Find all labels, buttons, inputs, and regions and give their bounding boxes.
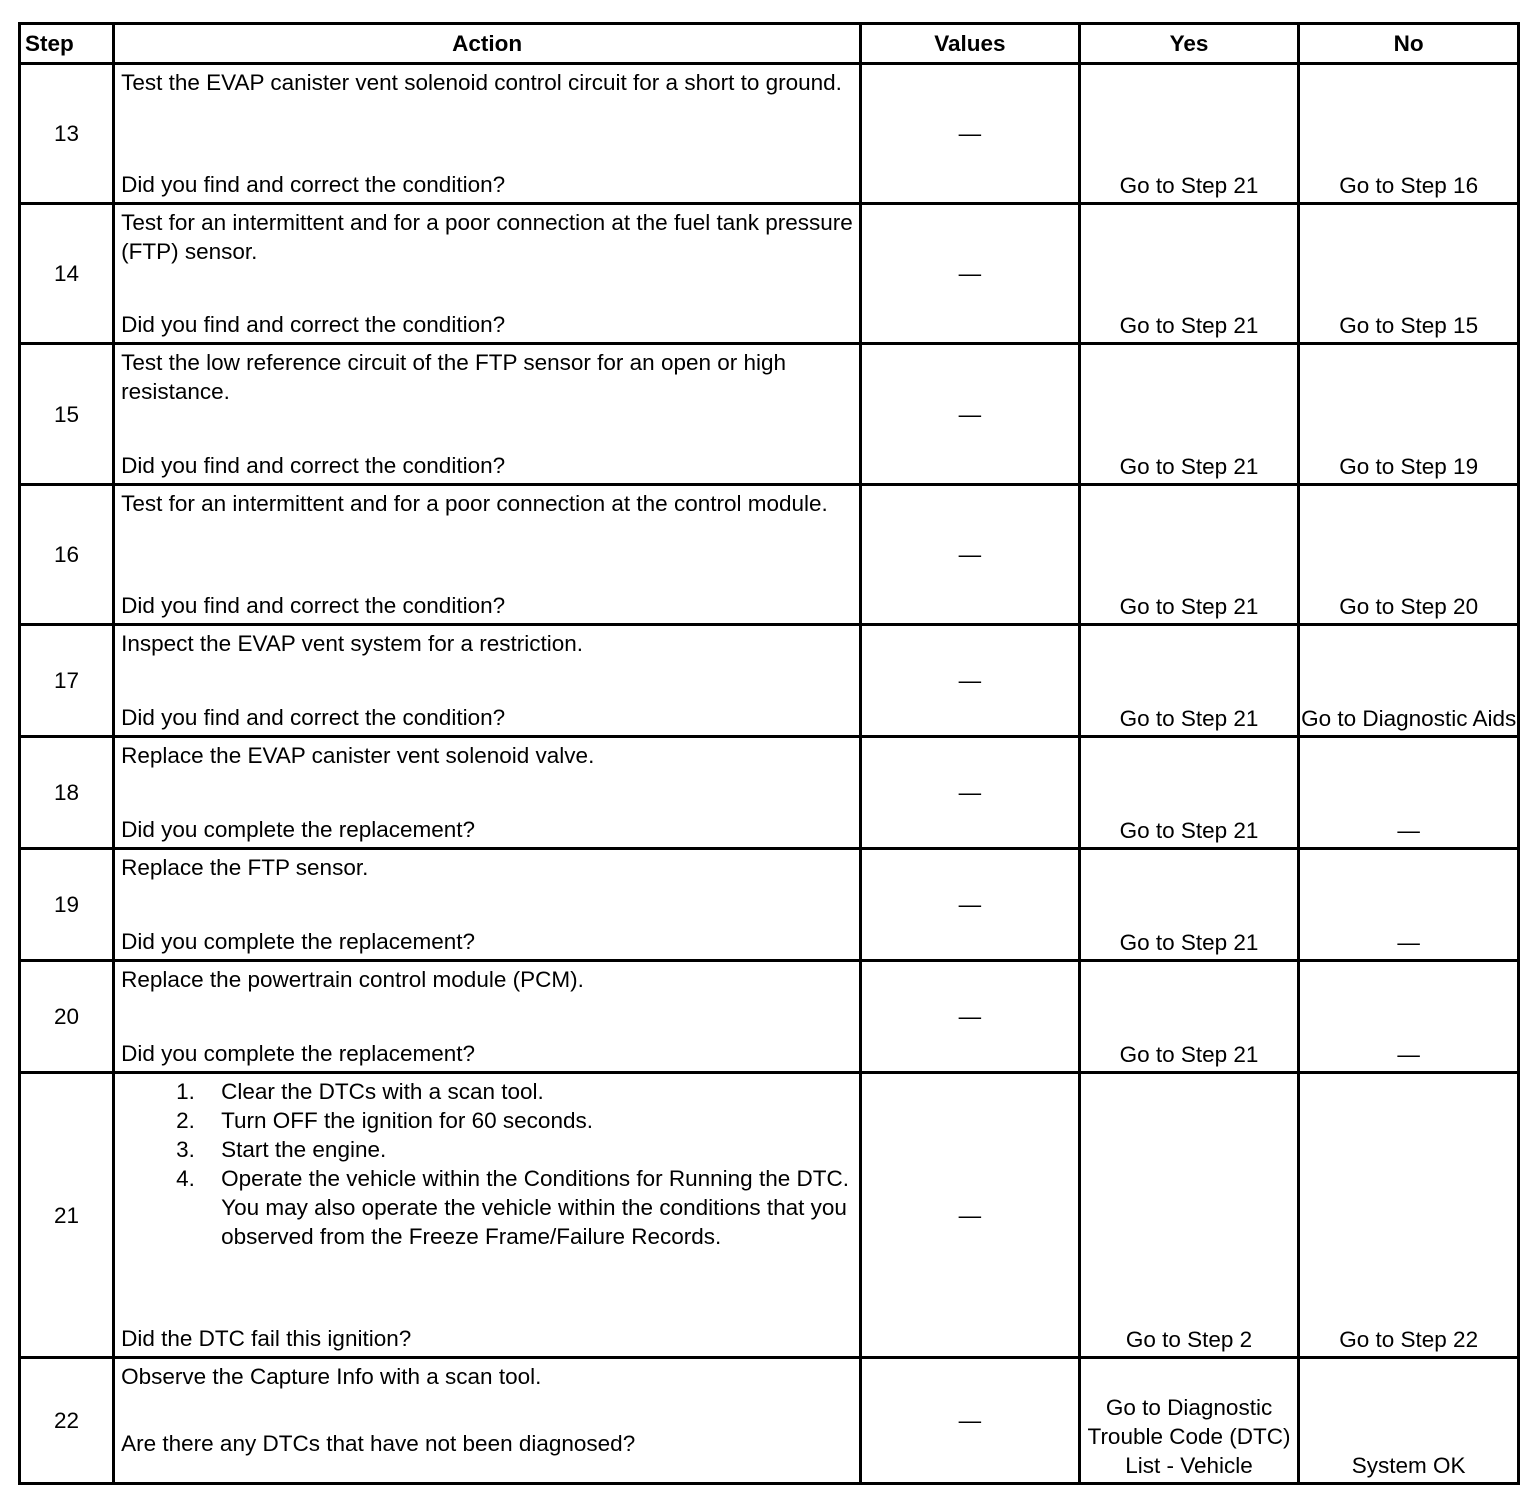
table-row (20, 625, 1519, 737)
list-item-number: 1. (176, 1079, 195, 1104)
action-question: Did the DTC fail this ignition? (121, 1326, 412, 1351)
table-row (20, 485, 1519, 625)
no-cell: — (1299, 961, 1519, 1073)
yes-cell: Go to Step 21 (1079, 204, 1299, 344)
action-question: Did you find and correct the condition? (121, 172, 506, 197)
action-cell (114, 737, 861, 849)
action-cell (114, 64, 861, 204)
step-number: 17 (20, 625, 114, 737)
values-cell: — (861, 737, 1080, 849)
yes-cell: Go to Step 21 (1079, 485, 1299, 625)
list-item-text: Operate the vehicle within the Conditions for Running the DTC. You may also operate the vehicle within the conditions that you observed from the Freeze Frame/Failure Records. (221, 1166, 849, 1249)
action-question: Did you find and correct the condition? (121, 593, 506, 618)
action-text: Test for an intermittent and for a poor connection at the control module. (121, 491, 828, 516)
action-question: Did you complete the replacement? (121, 1041, 476, 1066)
table-header (20, 24, 1519, 64)
action-question: Did you find and correct the condition? (121, 312, 506, 337)
table-row (20, 344, 1519, 485)
no-cell: Go to Step 22 (1299, 1073, 1519, 1358)
header-values: Values (861, 24, 1080, 64)
header-no: No (1299, 24, 1519, 64)
list-item-number: 4. (176, 1166, 195, 1191)
step-number: 20 (20, 961, 114, 1073)
no-cell: System OK (1299, 1358, 1519, 1484)
yes-cell: Go to Diagnostic Trouble Code (DTC) List - Vehicle (1079, 1358, 1299, 1484)
step-number: 19 (20, 849, 114, 961)
table-row (20, 961, 1519, 1073)
list-item (176, 1164, 853, 1251)
step-number: 16 (20, 485, 114, 625)
diagnostic-table (18, 22, 1520, 1485)
step-number: 13 (20, 64, 114, 204)
action-steps-list (176, 1077, 853, 1251)
action-cell (114, 961, 861, 1073)
action-text: Replace the FTP sensor. (121, 855, 369, 880)
table-row (20, 64, 1519, 204)
no-cell: Go to Diagnostic Aids (1299, 625, 1519, 737)
no-cell: Go to Step 15 (1299, 204, 1519, 344)
action-cell (114, 485, 861, 625)
values-cell: — (861, 485, 1080, 625)
no-cell: Go to Step 20 (1299, 485, 1519, 625)
action-cell (114, 625, 861, 737)
list-item-text: Start the engine. (221, 1137, 387, 1162)
header-action: Action (114, 24, 861, 64)
no-cell: Go to Step 19 (1299, 344, 1519, 485)
values-cell: — (861, 344, 1080, 485)
yes-cell: Go to Step 21 (1079, 737, 1299, 849)
step-number: 21 (20, 1073, 114, 1358)
no-cell: — (1299, 849, 1519, 961)
action-cell (114, 1358, 861, 1484)
header-yes: Yes (1079, 24, 1299, 64)
header-step: Step (20, 24, 114, 64)
values-cell: — (861, 849, 1080, 961)
yes-cell: Go to Step 2 (1079, 1073, 1299, 1358)
table-body (20, 64, 1519, 1484)
table-row (20, 737, 1519, 849)
list-item-text: Clear the DTCs with a scan tool. (221, 1079, 544, 1104)
action-text: Replace the powertrain control module (PCM). (121, 967, 584, 992)
action-cell (114, 344, 861, 485)
table-row (20, 1073, 1519, 1358)
list-item (176, 1106, 853, 1135)
action-text: Test for an intermittent and for a poor connection at the fuel tank pressure (FTP) sensor. (121, 210, 853, 264)
values-cell: — (861, 1073, 1080, 1358)
list-item-number: 3. (176, 1137, 195, 1162)
action-question: Did you complete the replacement? (121, 929, 476, 954)
list-item-number: 2. (176, 1108, 195, 1133)
yes-cell: Go to Step 21 (1079, 64, 1299, 204)
table-row (20, 1358, 1519, 1484)
table-row (20, 849, 1519, 961)
action-question: Did you find and correct the condition? (121, 453, 506, 478)
table-row (20, 204, 1519, 344)
action-text: Test the EVAP canister vent solenoid control circuit for a short to ground. (121, 70, 842, 95)
action-text: Test the low reference circuit of the FTP sensor for an open or high resistance. (121, 350, 787, 404)
no-cell: Go to Step 16 (1299, 64, 1519, 204)
action-cell (114, 1073, 861, 1358)
values-cell: — (861, 1358, 1080, 1484)
action-cell (114, 849, 861, 961)
no-cell: — (1299, 737, 1519, 849)
action-question: Did you find and correct the condition? (121, 705, 506, 730)
step-number: 15 (20, 344, 114, 485)
list-item-text: Turn OFF the ignition for 60 seconds. (221, 1108, 593, 1133)
action-text: Replace the EVAP canister vent solenoid valve. (121, 743, 595, 768)
step-number: 18 (20, 737, 114, 849)
list-item (176, 1077, 853, 1106)
header-row (20, 24, 1519, 64)
yes-cell: Go to Step 21 (1079, 625, 1299, 737)
values-cell: — (861, 961, 1080, 1073)
step-number: 14 (20, 204, 114, 344)
step-number: 22 (20, 1358, 114, 1484)
action-text: Inspect the EVAP vent system for a restriction. (121, 631, 583, 656)
values-cell: — (861, 64, 1080, 204)
values-cell: — (861, 204, 1080, 344)
yes-cell: Go to Step 21 (1079, 849, 1299, 961)
yes-cell: Go to Step 21 (1079, 961, 1299, 1073)
yes-cell: Go to Step 21 (1079, 344, 1299, 485)
action-cell (114, 204, 861, 344)
values-cell: — (861, 625, 1080, 737)
action-text: Observe the Capture Info with a scan tool. (121, 1364, 542, 1389)
action-question: Are there any DTCs that have not been diagnosed? (121, 1431, 636, 1456)
action-question: Did you complete the replacement? (121, 817, 476, 842)
list-item (176, 1135, 853, 1164)
